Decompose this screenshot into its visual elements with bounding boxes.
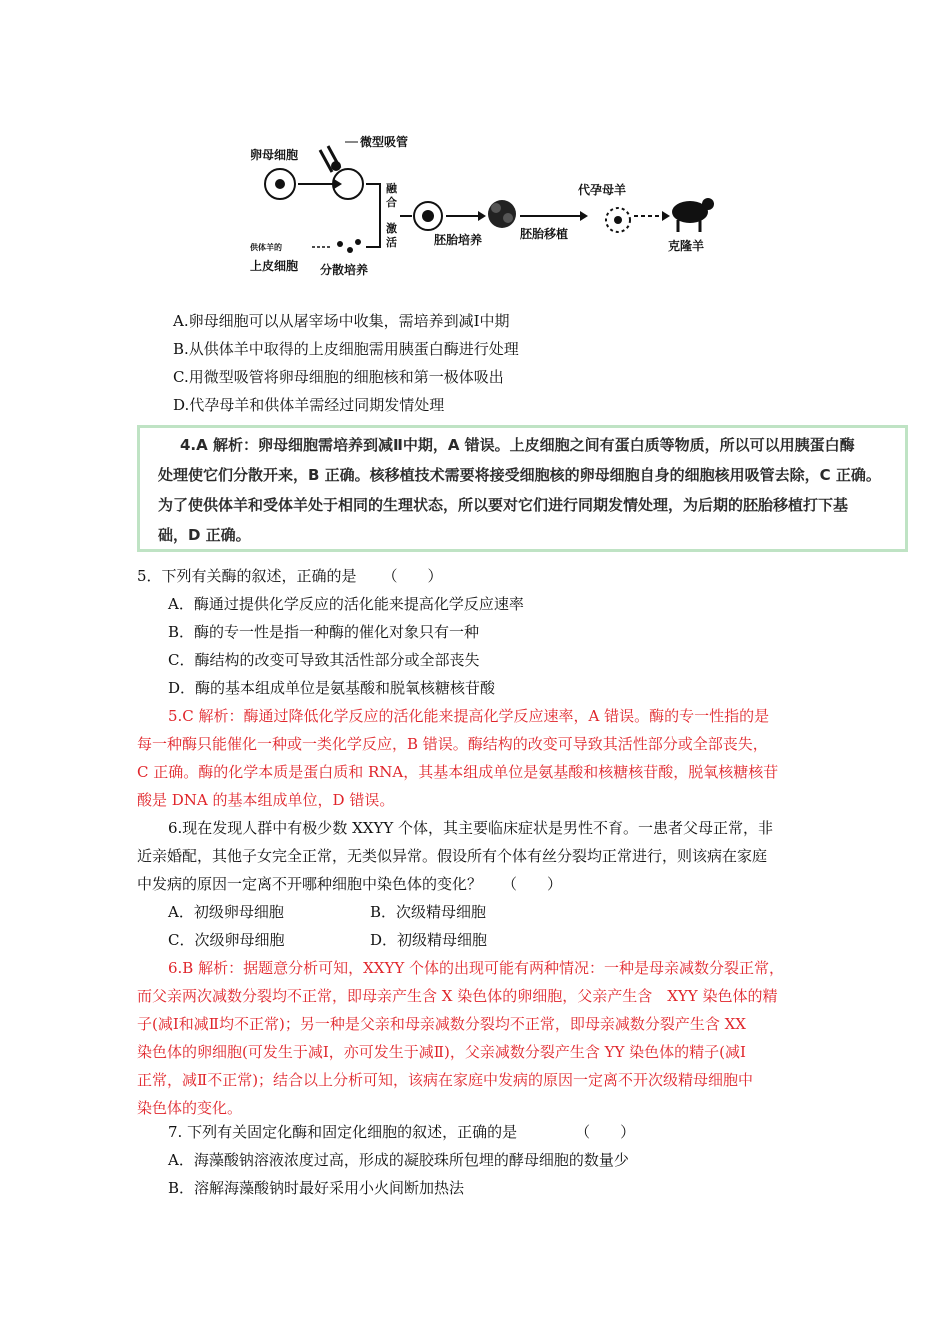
arrowhead bbox=[662, 211, 670, 221]
q6-stem-line-3 bbox=[137, 874, 562, 894]
q7-stem bbox=[168, 1122, 635, 1142]
q5-analysis-line-3: C 正确。酶的化学本质是蛋白质和 RNA，其基本组成单位是氨基酸和核糖核苷酸，脱氧核糖核苷 bbox=[137, 763, 779, 781]
embryo-cluster bbox=[488, 200, 516, 228]
q5-option-b: B．酶的专一性是指一种酶的催化对象只有一种 bbox=[168, 623, 480, 641]
q6-option-c: C．次级卵母细胞 bbox=[168, 931, 285, 949]
q4-analysis-line-3: 为了使供体羊和受体羊处于相同的生理状态，所以要对它们进行同期发情处理，为后期的胚胎移植打下基 bbox=[158, 496, 849, 514]
q6-analysis-line-1: 6.B 解析：据题意分析可知，XXYY 个体的出现可能有两种情况：一种是母亲减数分裂正常， bbox=[168, 959, 785, 977]
q5-option-d: D．酶的基本组成单位是氨基酸和脱氧核糖核苷酸 bbox=[168, 679, 496, 697]
q4-analysis-line-1: 4.A 解析：卵母细胞需培养到减Ⅱ中期，A 错误。上皮细胞之间有蛋白质等物质，所以可以用胰蛋白酶 bbox=[180, 436, 855, 454]
arrowhead bbox=[334, 179, 342, 189]
q5-stem-text: 5．下列有关酶的叙述，正确的是 bbox=[137, 567, 357, 585]
q6-option-a: A．初级卵母细胞 bbox=[168, 903, 284, 921]
q6-stem-line-1: 6.现在发现人群中有极少数 XXYY 个体，其主要临床症状是男性不育。一患者父母正常，非 bbox=[168, 819, 774, 837]
q6-stem-line-3-text: 中发病的原因一定离不开哪种细胞中染色体的变化？ bbox=[137, 875, 483, 893]
q4-option-d: D.代孕母羊和供体羊需经过同期发情处理 bbox=[173, 396, 445, 414]
embryo-cell bbox=[503, 213, 513, 223]
q6-option-b: B．次级精母细胞 bbox=[370, 903, 487, 921]
fusion-bracket bbox=[366, 184, 380, 247]
surrogate-embryo bbox=[614, 216, 622, 224]
q4-option-a: A.卵母细胞可以从屠宰场中收集，需培养到减Ⅰ中期 bbox=[173, 312, 510, 330]
q4-option-b: B.从供体羊中取得的上皮细胞需用胰蛋白酶进行处理 bbox=[173, 340, 519, 358]
q5-analysis-line-4: 酸是 DNA 的基本组成单位，D 错误。 bbox=[137, 791, 395, 809]
q4-analysis-box bbox=[137, 425, 908, 552]
q6-stem-line-2: 近亲婚配，其他子女完全正常，无类似异常。假设所有个体有丝分裂均正常进行，则该病在家庭 bbox=[137, 847, 768, 865]
q4-analysis-line-4: 础，D 正确。 bbox=[158, 526, 251, 544]
embryo-cell bbox=[491, 203, 501, 213]
cloning-process-diagram bbox=[250, 132, 720, 282]
q7-answer-paren: （ ） bbox=[575, 1123, 636, 1141]
arrowhead bbox=[580, 211, 588, 221]
oocyte-label: 卵母细胞 bbox=[250, 148, 299, 162]
q4-analysis-line-2: 处理使它们分散开来，B 正确。核移植技术需要将接受细胞核的卵母细胞自身的细胞核用吸管去除，C 正确。 bbox=[158, 466, 881, 484]
embryo-transfer-label: 胚胎移植 bbox=[520, 227, 569, 241]
pipette-tip bbox=[331, 161, 341, 171]
clone-sheep-head bbox=[702, 198, 714, 210]
dispersed-cell bbox=[337, 241, 343, 247]
q5-analysis-line-1: 5.C 解析：酶通过降低化学反应的活化能来提高化学反应速率，A 错误。酶的专一性指的是 bbox=[168, 707, 770, 725]
q6-analysis-line-4: 染色体的卵细胞(可发生于减Ⅰ，亦可发生于减Ⅱ)，父亲减数分裂产生含 YY 染色体的精子(减Ⅰ bbox=[137, 1043, 746, 1061]
clone-label: 克隆羊 bbox=[668, 239, 705, 253]
q4-option-c: C.用微型吸管将卵母细胞的细胞核和第一极体吸出 bbox=[173, 368, 504, 386]
q5-analysis-line-2: 每一种酶只能催化一种或一类化学反应，B 错误。酶结构的改变可导致其活性部分或全部丧失， bbox=[137, 735, 768, 753]
pipette-label: 微型吸管 bbox=[360, 135, 409, 149]
oocyte-nucleus bbox=[275, 179, 285, 189]
q5-option-a: A．酶通过提供化学反应的活化能来提高化学反应速率 bbox=[168, 595, 524, 613]
q6-analysis-line-5: 正常，减Ⅱ不正常)；结合以上分析可知，该病在家庭中发病的原因一定离不开次级精母细胞中 bbox=[137, 1071, 754, 1089]
q5-answer-paren: （ ） bbox=[382, 567, 443, 585]
q6-analysis-line-2: 而父亲两次减数分裂均不正常，即母亲产生含 X 染色体的卵细胞，父亲产生含 XYY 染色体的精 bbox=[137, 987, 778, 1005]
arrowhead bbox=[478, 211, 486, 221]
surrogate-label: 代孕母羊 bbox=[578, 183, 627, 197]
q7-option-a: A．海藻酸钠溶液浓度过高，形成的凝胶珠所包埋的酵母细胞的数量少 bbox=[168, 1151, 629, 1169]
fusion-label-1: 融 bbox=[386, 182, 397, 195]
activate-label-1: 激 bbox=[386, 222, 397, 235]
q7-option-b: B．溶解海藻酸钠时最好采用小火间断加热法 bbox=[168, 1179, 465, 1197]
epithelial-label: 上皮细胞 bbox=[250, 259, 299, 273]
reconstructed-nucleus bbox=[422, 210, 434, 222]
q5-stem bbox=[137, 566, 443, 586]
donor-label: 供体羊的 bbox=[250, 243, 282, 252]
q6-option-d: D．初级精母细胞 bbox=[370, 931, 488, 949]
embryo-culture-label: 胚胎培养 bbox=[434, 233, 483, 247]
q6-analysis-line-6: 染色体的变化。 bbox=[137, 1099, 243, 1117]
fusion-label-2: 合 bbox=[386, 196, 397, 209]
dispersed-label: 分散培养 bbox=[320, 263, 369, 277]
activate-label-2: 活 bbox=[386, 236, 397, 249]
q6-analysis-line-3: 子(减Ⅰ和减Ⅱ均不正常)；另一种是父亲和母亲减数分裂均不正常，即母亲减数分裂产生含 XX bbox=[137, 1015, 746, 1033]
q5-option-c: C．酶结构的改变可导致其活性部分或全部丧失 bbox=[168, 651, 480, 669]
q7-stem-text: 7. 下列有关固定化酶和固定化细胞的叙述，正确的是 bbox=[168, 1123, 518, 1141]
dispersed-cell bbox=[347, 247, 353, 253]
q6-answer-paren: （ ） bbox=[502, 875, 563, 893]
dispersed-cell bbox=[355, 239, 361, 245]
